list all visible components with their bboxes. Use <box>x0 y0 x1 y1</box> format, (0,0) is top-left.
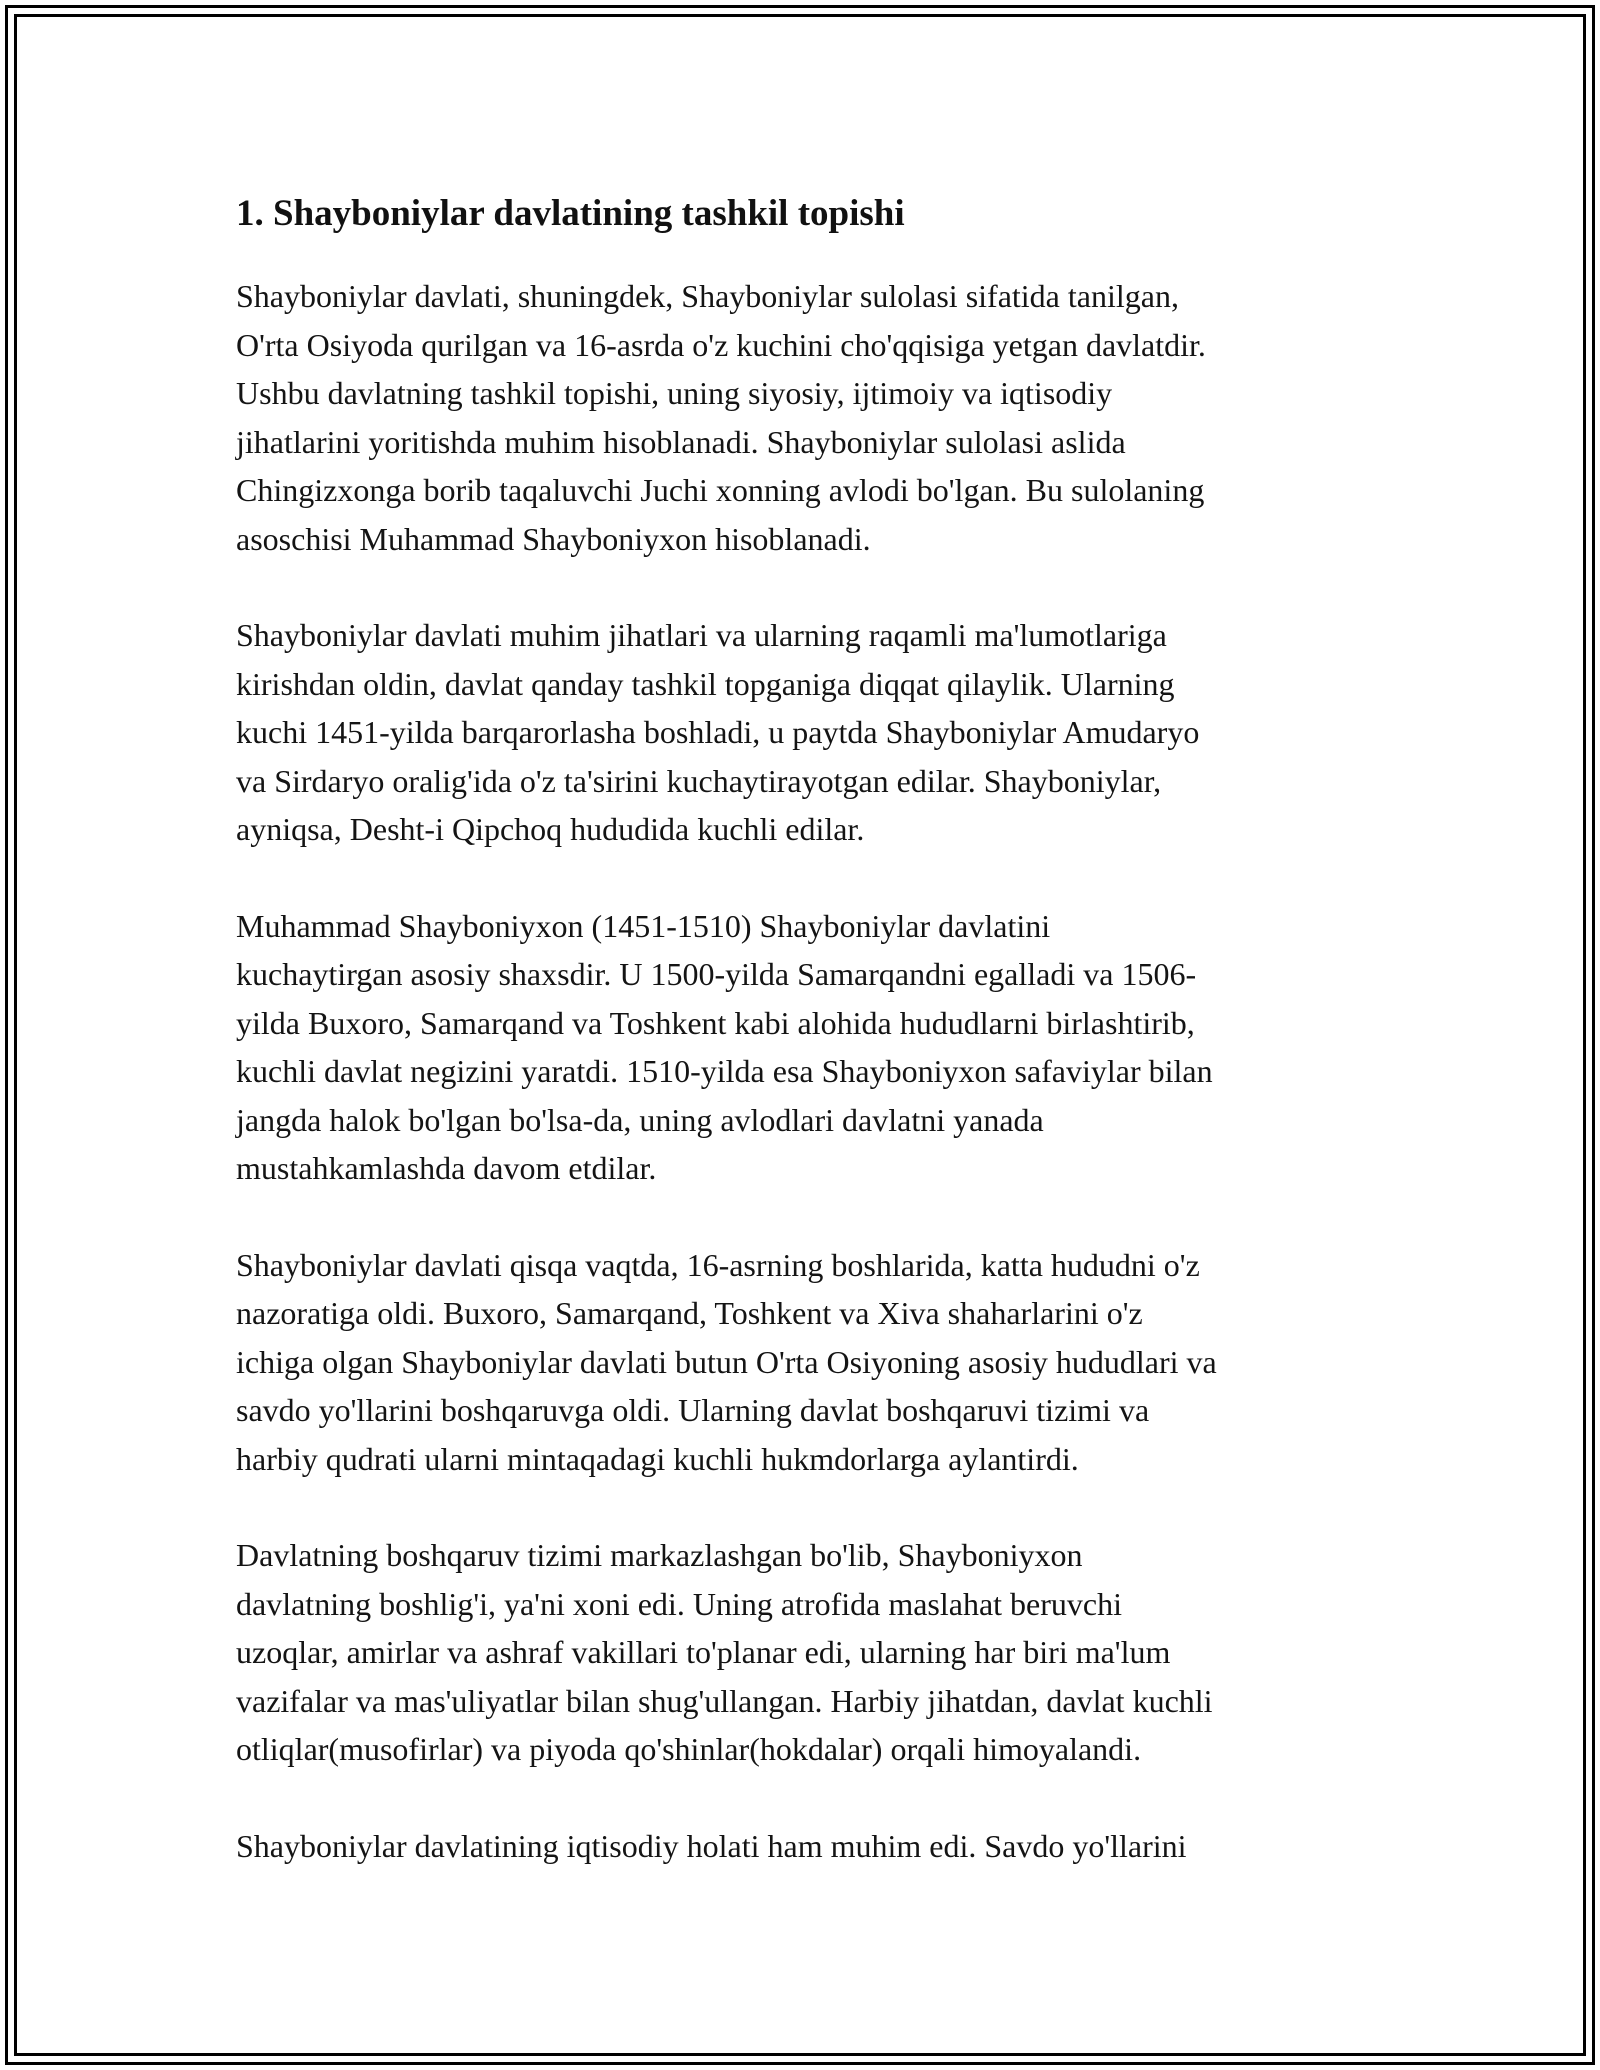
paragraph-line: vazifalar va mas'uliyatlar bilan shug'ullangan. Harbiy jihatdan, davlat kuchli <box>236 1682 1213 1719</box>
paragraph-line: Ushbu davlatning tashkil topishi, uning siyosiy, ijtimoiy va iqtisodiy <box>236 375 1113 411</box>
paragraph-line: ichiga olgan Shayboniylar davlati butun O'rta Osiyoning asosiy hududlari va <box>236 1343 1217 1380</box>
paragraph-line: uzoqlar, amirlar va ashraf vakillari to'planar edi, ularning har biri ma'lum <box>236 1634 1171 1670</box>
paragraph-line: Shayboniylar davlatining iqtisodiy holati ham muhim edi. Savdo yo'llarini <box>236 1827 1187 1864</box>
paragraph-line: va Sirdaryo oralig'ida o'z ta'sirini kuchaytirayotgan edilar. Shayboniylar, <box>236 762 1162 799</box>
paragraph <box>236 611 1376 854</box>
paragraph-line: Chingizxonga borib taqaluvchi Juchi xonning avlodi bo'lgan. Bu sulolaning <box>236 472 1205 508</box>
paragraph-line: nazoratiga oldi. Buxoro, Samarqand, Toshkent va Xiva shaharlarini o'z <box>236 1295 1143 1331</box>
paragraph-line: Davlatning boshqaruv tizimi markazlashgan bo'lib, Shayboniyxon <box>236 1537 1083 1573</box>
paragraph-line: kuchli davlat negizini yaratdi. 1510-yilda esa Shayboniyxon safaviylar bilan <box>236 1053 1213 1089</box>
paragraph-line: asoschisi Muhammad Shayboniyxon hisoblanadi. <box>236 520 871 557</box>
paragraph <box>236 1531 1376 1774</box>
paragraph-line: mustahkamlashda davom etdilar. <box>236 1150 657 1186</box>
document-body <box>236 186 1376 1918</box>
paragraph-line: jangda halok bo'lgan bo'lsa-da, uning avlodlari davlatni yanada <box>236 1101 1044 1138</box>
paragraph-line: O'rta Osiyoda qurilgan va 16-asrda o'z kuchini cho'qqisiga yetgan davlatdir. <box>236 326 1206 363</box>
paragraph-line: Shayboniylar davlati qisqa vaqtda, 16-asrning boshlarida, katta hududni o'z <box>236 1246 1200 1283</box>
paragraph <box>236 902 1376 1193</box>
paragraph-list <box>236 272 1376 1870</box>
paragraph-line: Muhammad Shayboniyxon (1451-1510) Shayboniylar davlatini <box>236 907 1051 944</box>
paragraph-line: harbiy qudrati ularni mintaqadagi kuchli hukmdorlarga aylantirdi. <box>236 1440 1079 1477</box>
paragraph-line: Shayboniylar davlati muhim jihatlari va ularning raqamli ma'lumotlariga <box>236 617 1167 653</box>
paragraph-line: yilda Buxoro, Samarqand va Toshkent kabi alohida hududlarni birlashtirib, <box>236 1004 1195 1041</box>
paragraph-line: Shayboniylar davlati, shuningdek, Shayboniylar sulolasi sifatida tanilgan, <box>236 278 1179 314</box>
paragraph <box>236 1241 1376 1484</box>
paragraph-line: kirishdan oldin, davlat qanday tashkil topganiga diqqat qilaylik. Ularning <box>236 665 1175 702</box>
paragraph-line: ayniqsa, Desht-i Qipchoq hududida kuchli edilar. <box>236 811 865 847</box>
paragraph-line: davlatning boshlig'i, ya'ni xoni edi. Uning atrofida maslahat beruvchi <box>236 1585 1122 1622</box>
paragraph <box>236 272 1376 563</box>
paragraph-line: kuchi 1451-yilda barqarorlasha boshladi, u paytda Shayboniylar Amudaryo <box>236 714 1200 750</box>
paragraph-line: jihatlarini yoritishda muhim hisoblanadi. Shayboniylar sulolasi aslida <box>236 423 1126 460</box>
paragraph <box>236 1822 1376 1871</box>
paragraph-line: otliqlar(musofirlar) va piyoda qo'shinlar(hokdalar) orqali himoyalandi. <box>236 1731 1142 1767</box>
paragraph-line: kuchaytirgan asosiy shaxsdir. U 1500-yilda Samarqandni egalladi va 1506- <box>236 956 1197 992</box>
section-heading: 1. Shayboniylar davlatining tashkil topishi <box>236 193 905 234</box>
paragraph-line: savdo yo'llarini boshqaruvga oldi. Ularning davlat boshqaruvi tizimi va <box>236 1392 1150 1428</box>
